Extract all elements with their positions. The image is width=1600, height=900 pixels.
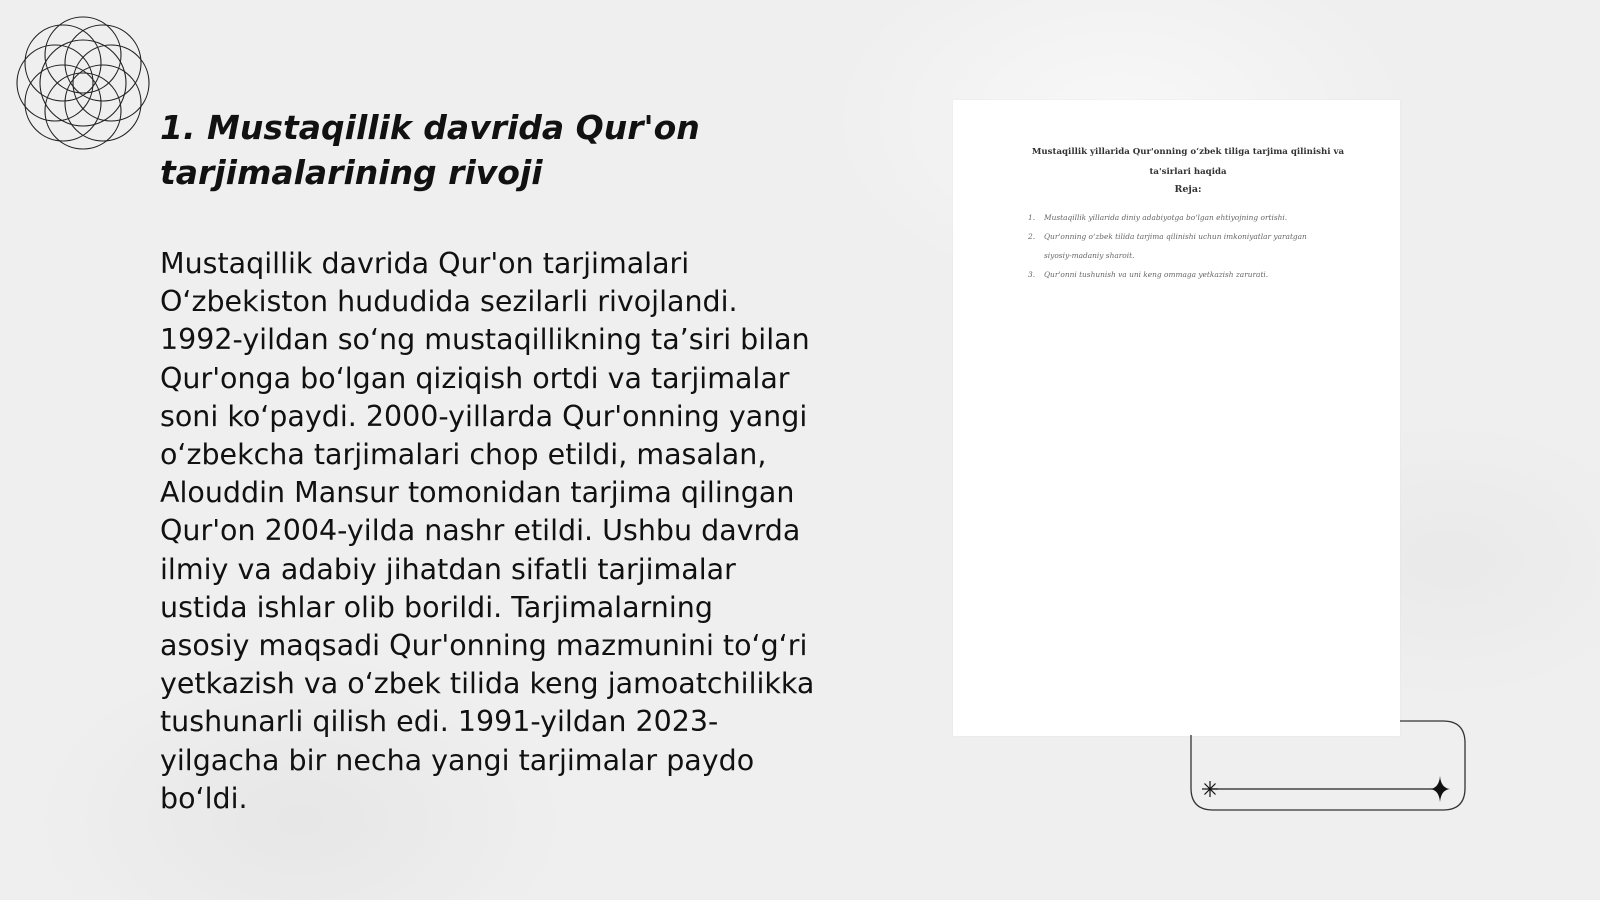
- body-line: ustida ishlar olib borildi. Tarjimalarning: [160, 590, 713, 624]
- body-line: yetkazish va o‘zbek tilida keng jamoatchilikka: [160, 667, 815, 701]
- decorative-frame-outline: [1191, 721, 1465, 810]
- body-line: Alouddin Mansur tomonidan tarjima qilingan: [160, 476, 795, 510]
- body-line: Qur'onga bo‘lgan qiziqish ortdi va tarjimalar: [160, 361, 790, 395]
- document-preview-title-line: ta'sirlari haqida: [1149, 167, 1227, 177]
- body-line: bo‘ldi.: [160, 781, 248, 815]
- four-point-sparkle-icon: [1430, 776, 1450, 802]
- body-line: Mustaqillik davrida Qur'on tarjimalari: [160, 247, 690, 280]
- plan-item-text: Mustaqillik yillarida diniy adabiyotga bo‘lgan ehtiyojning ortishi.: [1044, 213, 1288, 222]
- slide-title-line: tarjimalarining rivoji: [160, 153, 543, 192]
- plan-item-text: Qur'onni tushunish va uni keng ommaga yetkazish zarurati.: [1044, 270, 1269, 279]
- circular-ring-ornament-icon: [8, 8, 158, 158]
- slide-title: [160, 105, 840, 195]
- document-preview-title-line: Mustaqillik yillarida Qur'onning o‘zbek tiliga tarjima qilinishi va: [1031, 147, 1345, 157]
- body-line: 1992-yildan so‘ng mustaqillikning ta’siri bilan: [160, 323, 810, 357]
- plan-item-text: siyosiy-madaniy sharoit.: [1044, 251, 1135, 260]
- document-preview-plan-item: [1028, 265, 1373, 284]
- document-preview-image: [953, 100, 1400, 736]
- plan-item-number: 3.: [1028, 270, 1036, 279]
- document-preview-plan-list: [1028, 208, 1373, 284]
- body-line: Qur'on 2004-yilda nashr etildi. Ushbu davrda: [160, 514, 801, 548]
- document-preview-plan-item: [1028, 208, 1373, 227]
- plan-item-text: Qur'onning o‘zbek tilida tarjima qilinishi uchun imkoniyatlar yaratgan: [1044, 232, 1307, 241]
- body-line: asosiy maqsadi Qur'onning mazmunini to‘g‘ri: [160, 629, 808, 663]
- document-preview-reja-label: Reja:: [1174, 184, 1202, 195]
- document-preview-plan-item: [1028, 227, 1373, 265]
- body-line: o‘zbekcha tarjimalari chop etildi, masalan,: [160, 438, 767, 472]
- starburst-icon: [1202, 781, 1218, 797]
- body-paragraph: [160, 245, 850, 818]
- body-line: ilmiy va adabiy jihatdan sifatli tarjimalar: [160, 552, 736, 586]
- slide-title-line: 1. Mustaqillik davrida Qur'on: [160, 108, 700, 147]
- body-line: tushunarli qilish edi. 1991-yildan 2023-: [160, 705, 719, 739]
- body-line: O‘zbekiston hududida sezilarli rivojlandi.: [160, 285, 738, 319]
- decorative-frame: [1188, 715, 1468, 815]
- body-line: soni ko‘paydi. 2000-yillarda Qur'onning yangi: [160, 399, 808, 433]
- document-preview-title: [1013, 142, 1363, 182]
- body-line: yilgacha bir necha yangi tarjimalar paydo: [160, 743, 755, 777]
- plan-item-number: 1.: [1028, 213, 1036, 222]
- plan-item-number: 2.: [1028, 232, 1036, 241]
